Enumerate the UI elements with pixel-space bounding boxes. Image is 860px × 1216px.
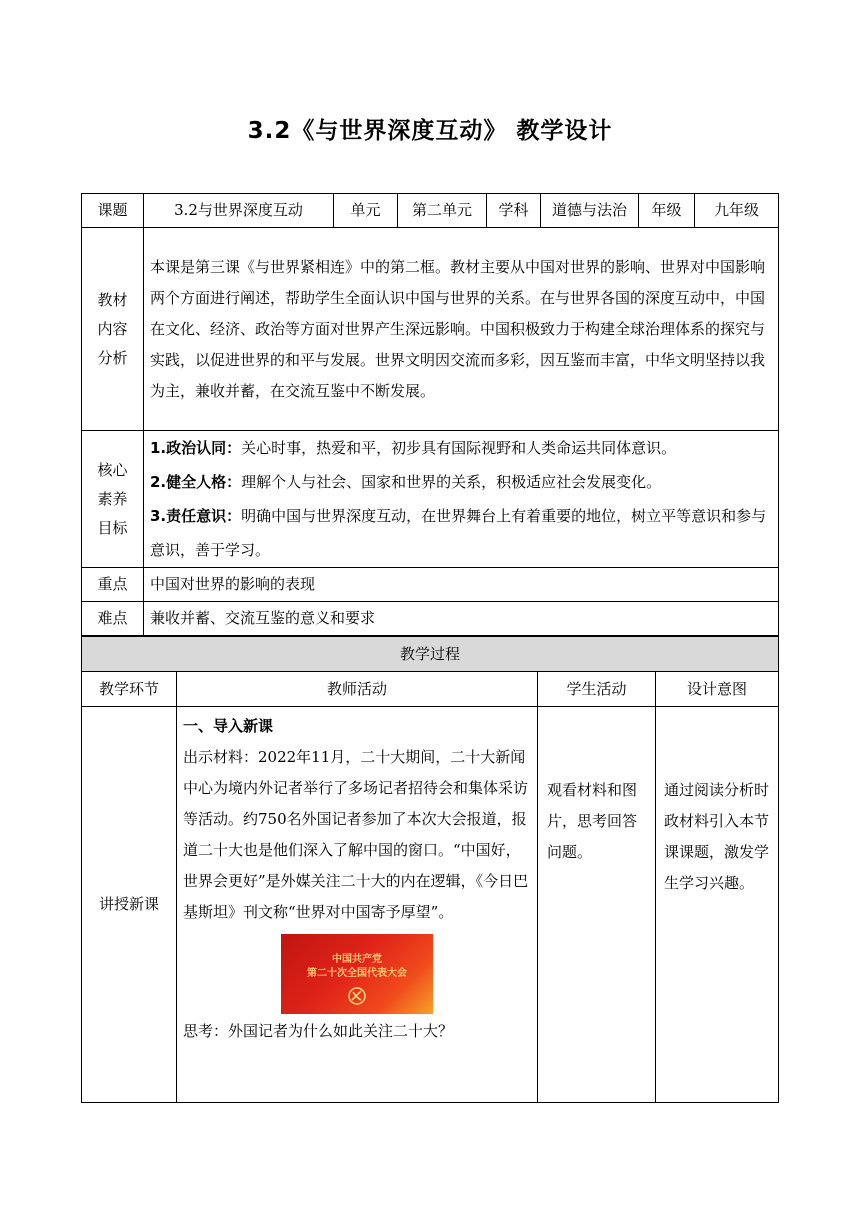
question-text: 思考：外国记者为什么如此关注二十大？ — [183, 1022, 454, 1040]
page-title: 3.2《与世界深度互动》 教学设计 — [247, 118, 613, 144]
course-value: 3.2与世界深度互动 — [144, 194, 334, 228]
teaching-process-table — [81, 636, 779, 1103]
subject-label: 学科 — [487, 194, 541, 228]
course-label: 课题 — [82, 194, 144, 228]
design-intent: 通过阅读分析时政材料引入本节课课题，激发学生学习兴趣。 — [656, 707, 779, 1103]
col-stage-header: 教学环节 — [82, 672, 177, 707]
objectives-label: 核心 素养 目标 — [82, 431, 144, 568]
key-point-label: 重点 — [82, 568, 144, 602]
key-point-text: 中国对世界的影响的表现 — [144, 568, 779, 602]
analysis-text: 本课是第三课《与世界紧相连》中的第二框。教材主要从中国对世界的影响、世界对中国影响两个方面进行阐述，帮助学生全面认识中国与世界的关系。在与世界各国的深度互动中，中国在文化、经济、政治等方面对世界产生深远影响。中国积极致力于构建全球治理体系的探究与实践，以促进世界的和平与发展。世界文明因交流而多彩，因互鉴而丰富，中华文明坚持以我为主，兼收并蓄，在交流互鉴中不断发展。 — [144, 228, 779, 431]
process-header: 教学过程 — [82, 637, 779, 672]
stage-cell: 讲授新课 — [82, 707, 177, 1103]
banner-line-1: 中国共产党 — [332, 954, 382, 965]
difficult-point-text: 兼收并蓄、交流互鉴的意义和要求 — [144, 602, 779, 636]
student-activity: 观看材料和图片，思考回答问题。 — [538, 707, 656, 1103]
objective-item: 3.责任意识：明确中国与世界深度互动，在世界舞台上有着重要的地位，树立平等意识和参与意识，善于学习。 — [150, 507, 767, 559]
grade-value: 九年级 — [695, 194, 779, 228]
subject-value: 道德与法治 — [541, 194, 639, 228]
teacher-activity — [177, 707, 538, 1103]
objective-item: 1.政治认同：关心时事，热爱和平，初步具有国际视野和人类命运共同体意识。 — [150, 439, 677, 457]
difficult-point-label: 难点 — [82, 602, 144, 636]
analysis-label: 教材 内容 分析 — [82, 228, 144, 431]
material-text: 出示材料：2022年11月，二十大期间，二十大新闻中心为境内外记者举行了多场记者招待会和集体采访等活动。约750名外国记者参加了本次大会报道，报道二十大也是他们深入了解中国的窗口。“中国好，世界会更好”是外媒关注二十大的内在逻辑，《今日巴基斯坦》刊文称“世界对中国寄予厚望”。 — [183, 748, 529, 921]
grade-label: 年级 — [639, 194, 695, 228]
col-teacher-header: 教师活动 — [177, 672, 538, 707]
lesson-info-table — [81, 193, 779, 636]
section-title: 一、导入新课 — [183, 717, 274, 735]
banner-line-2: 第二十次全国代表大会 — [307, 968, 407, 979]
party-emblem-icon — [347, 986, 367, 1006]
unit-value: 第二单元 — [398, 194, 487, 228]
objectives-list — [144, 431, 779, 568]
col-intent-header: 设计意图 — [656, 672, 779, 707]
congress-banner-image — [281, 934, 433, 1014]
col-student-header: 学生活动 — [538, 672, 656, 707]
unit-label: 单元 — [334, 194, 398, 228]
objective-item: 2.健全人格：理解个人与社会、国家和世界的关系，积极适应社会发展变化。 — [150, 473, 662, 491]
